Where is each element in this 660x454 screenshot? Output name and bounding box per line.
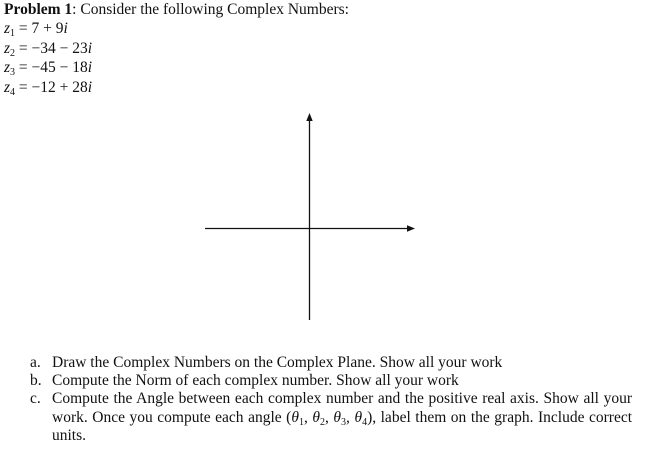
question-a bbox=[30, 354, 632, 372]
question-letter: b. bbox=[30, 372, 42, 390]
imaginary-axis-arrow bbox=[306, 113, 312, 121]
equation-z1: $z_1 = 7 + 9i$ bbox=[4, 20, 68, 39]
problem-statement: : Consider the following Complex Numbers: bbox=[72, 1, 349, 18]
question-c bbox=[30, 390, 632, 445]
question-list bbox=[30, 354, 632, 445]
question-letter: a. bbox=[30, 354, 41, 371]
real-axis-arrow bbox=[407, 225, 415, 231]
problem-label: Problem 1 bbox=[4, 1, 73, 18]
question-letter: c. bbox=[30, 390, 41, 408]
equation-z2: $z_2 = -34 - 23i$ bbox=[4, 39, 93, 59]
question-text: Compute the Norm of each complex number. Show all your work bbox=[52, 372, 459, 390]
question-b bbox=[30, 372, 632, 390]
question-text: Draw the Complex Numbers on the Complex Plane. Show all your work bbox=[52, 354, 503, 371]
question-text: Compute the Angle between each complex number and the positive real axis. Show all your work. Once you compute each angle ($\theta_1$, $\theta_2$, $\theta_3$, $\theta_4$), label them on the graph. Include correct units. bbox=[52, 390, 633, 444]
equation-z4: $z_4 = -12 + 28i$ bbox=[4, 78, 93, 98]
equation-z3: $z_3 = -45 - 18i$ bbox=[4, 59, 93, 78]
